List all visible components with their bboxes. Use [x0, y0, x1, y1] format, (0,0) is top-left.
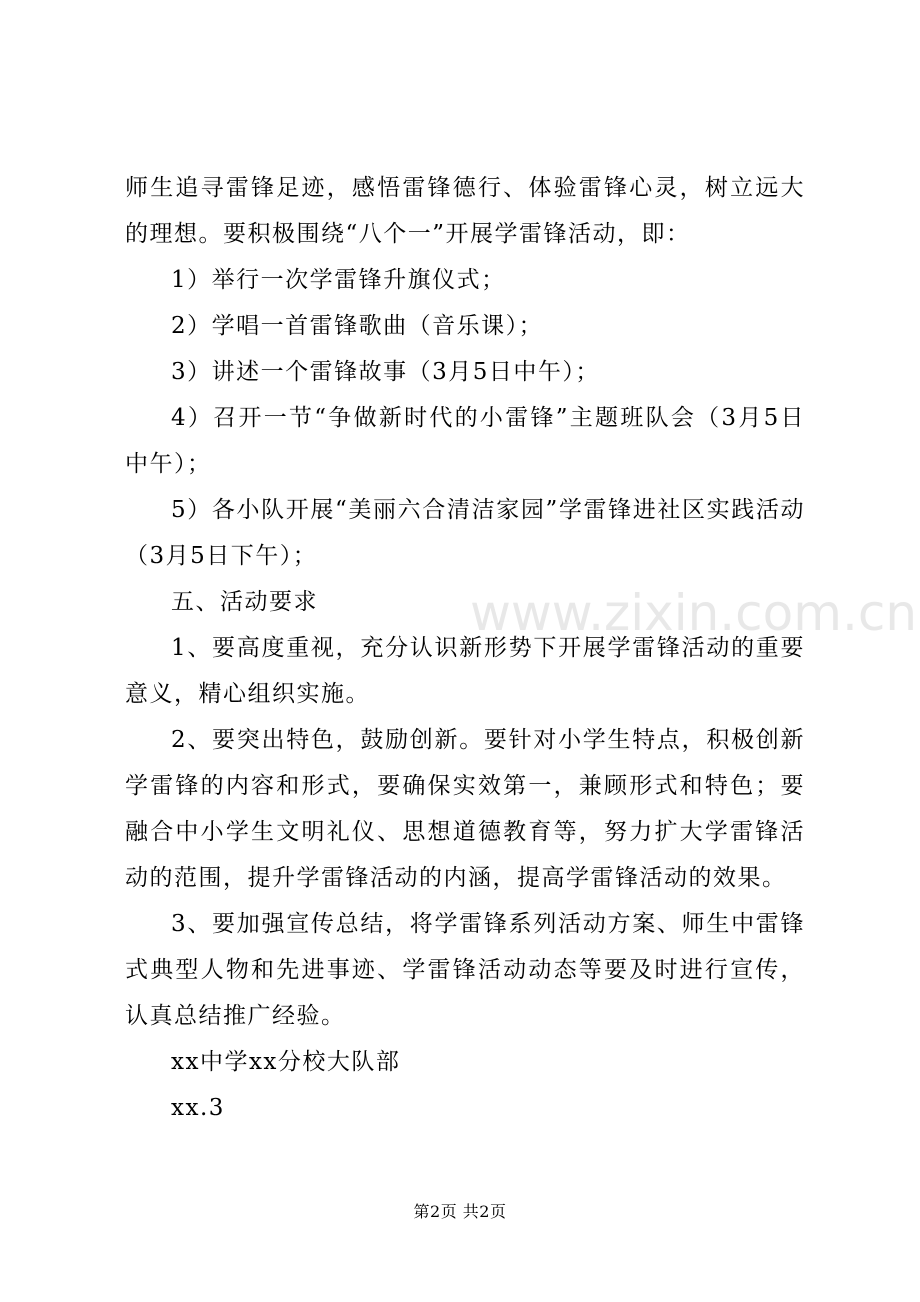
page-footer: 第2页 共2页: [413, 1202, 507, 1221]
paragraph-item-2: 2）学唱一首雷锋歌曲（音乐课）；: [171, 313, 544, 339]
signature-organization: xx中学xx分校大队部: [171, 1049, 401, 1075]
paragraph-item-3: 3）讲述一个雷锋故事（3月5日中午）；: [171, 359, 600, 385]
section-heading-requirements: 五、活动要求: [171, 589, 318, 615]
watermark-text: www.zixin.com.cn: [470, 584, 918, 642]
paragraph-requirement-1: 1、要高度重视，充分认识新形势下开展学雷锋活动的重要意义，精心组织实施。: [125, 635, 805, 707]
paragraph-requirement-2: 2、要突出特色，鼓励创新。要针对小学生特点，积极创新学雷锋的内容和形式，要确保实效第一，兼顾形式和特色；要融合中小学生文明礼仪、思想道德教育等，努力扩大学雷锋活动的范围，提升学雷锋活动的内涵，提高学雷锋活动的效果。: [125, 727, 805, 891]
document-body: [125, 165, 918, 1131]
paragraph-requirement-3: 3、要加强宣传总结，将学雷锋系列活动方案、师生中雷锋式典型人物和先进事迹、学雷锋活动动态等要及时进行宣传，认真总结推广经验。: [125, 911, 805, 1029]
signature-date: xx.3: [171, 1095, 225, 1121]
paragraph-item-1: 1）举行一次学雷锋升旗仪式；: [171, 267, 506, 293]
paragraph-intro: 师生追寻雷锋足迹，感悟雷锋德行、体验雷锋心灵，树立远大的理想。要积极围绕“八个一”开展学雷锋活动，即：: [125, 175, 805, 247]
paragraph-item-4: 4）召开一节“争做新时代的小雷锋”主题班队会（3月5日中午）；: [125, 405, 805, 477]
paragraph-item-5: 5）各小队开展“美丽六合清洁家园”学雷锋进社区实践活动（3月5日下午）；: [125, 497, 805, 569]
